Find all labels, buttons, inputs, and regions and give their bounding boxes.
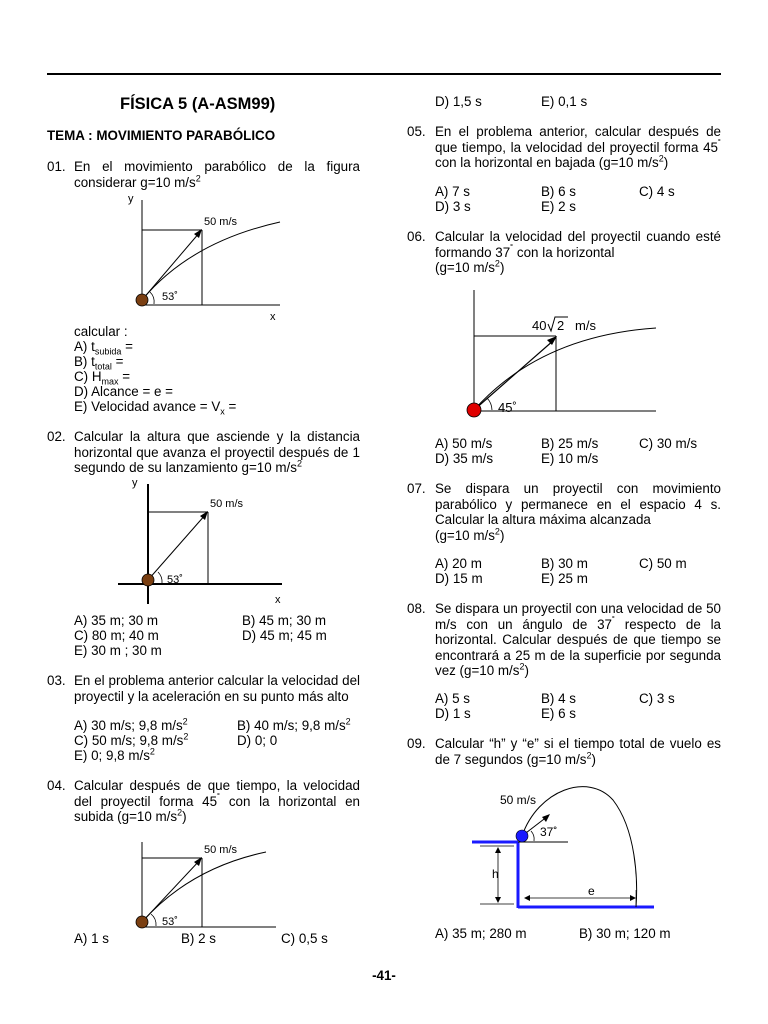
problem-03-number: 03. [47, 673, 66, 688]
problem-05-option-c: C) 4 s [639, 184, 675, 199]
problem-04-option-a: A) 1 s [74, 931, 109, 946]
problem-01-item-c: C) $H_{max}$ = [74, 369, 131, 387]
problem-08-option-b: B) 4 s [541, 691, 576, 706]
problem-02-option-a: A) 35 m; 30 m [74, 613, 159, 628]
problem-04-option-d: D) 1,5 s [435, 94, 482, 109]
problem-02-text: Calcular la altura que asciende y la distancia horizontal que avanza el proyectil después de 1 segundo de su lanzamiento g=10 $m/s^2$ [74, 429, 360, 475]
page-title: FÍSICA 5 (A-ASM99) [120, 95, 276, 113]
problem-04-option-e: E) 0,1 s [541, 94, 588, 109]
problem-07-text: Se dispara un proyectil con movimiento parabólico y permanece en el espacio 4 s. Calcular la altura máxima alcanzada (g=10 $m/s^2$) [435, 481, 721, 543]
problem-07-option-c: C) 50 m [639, 556, 687, 571]
problem-05-text: En el problema anterior, calcular después de que tiempo, la velocidad del proyectil forma 45˚ con la horizontal en bajada (g=10 $m/s^2$) [435, 124, 721, 170]
distance-label: e [588, 884, 595, 898]
problem-01-item-a: A) $t_{subida}$ = [74, 339, 133, 357]
problem-09-figure [468, 780, 668, 915]
problem-02-option-b: B) 45 m; 30 m [242, 613, 327, 628]
page-number: -41- [372, 968, 396, 983]
y-axis-label: y [132, 477, 138, 489]
problem-09-text: Calcular “h” y “e” si el tiempo total de vuelo es de 7 segundos (g=10 $m/s^2$) [435, 736, 721, 767]
problem-04-option-b: B) 2 s [181, 931, 216, 946]
problem-03-option-c: C) 50 m/s; 9,8 $m/s^2$ [74, 731, 189, 748]
x-axis-label: x [270, 311, 276, 323]
problem-08-option-d: D) 1 s [435, 706, 471, 721]
top-rule [47, 73, 721, 75]
problem-05-option-d: D) 3 s [435, 199, 471, 214]
problem-05-option-e: E) 2 s [541, 199, 576, 214]
problem-06-option-e: E) 10 m/s [541, 451, 599, 466]
problem-06-option-c: C) 30 m/s [639, 436, 698, 451]
problem-06-option-b: B) 25 m/s [541, 436, 599, 451]
x-axis-label: x [275, 594, 281, 606]
problem-05-number: 05. [407, 124, 426, 139]
problem-07-option-a: A) 20 m [435, 556, 482, 571]
problem-07-option-e: E) 25 m [541, 571, 588, 586]
velocity-coefficient: 40 [532, 318, 547, 333]
problem-02-option-c: C) 80 m; 40 m [74, 628, 159, 643]
velocity-root: 2 [557, 318, 565, 333]
problem-08-option-c: C) 3 s [639, 691, 675, 706]
problem-02-option-d: D) 45 m; 45 m [242, 628, 327, 643]
problem-03-option-b: B) 40 m/s; 9,8 $m/s^2$ [237, 716, 351, 733]
problem-07-option-d: D) 15 m [435, 571, 483, 586]
problem-06-figure [460, 288, 660, 428]
angle-label: 53˚ [162, 916, 178, 928]
calcular-label: calcular : [74, 324, 128, 339]
problem-04-option-c: C) 0,5 s [281, 931, 328, 946]
angle-label: 53˚ [162, 291, 178, 303]
y-axis-label: y [128, 193, 134, 205]
problem-02-option-e: E) 30 m ; 30 m [74, 643, 162, 658]
velocity-label: 50 m/s [204, 844, 238, 856]
problem-06-text: Calcular la velocidad del proyectil cuando esté formando 37˚ con la horizontal (g=10 $m/s^2$) [435, 229, 721, 275]
problem-09-number: 09. [407, 736, 426, 751]
problem-01-item-d: D) Alcance = e = [74, 384, 173, 399]
problem-09-option-b: B) 30 m; 120 m [579, 926, 671, 941]
velocity-label: 50 m/s [210, 498, 244, 510]
problem-01-number: 01. [47, 159, 66, 174]
problem-03-option-e: E) 0; 9,8 $m/s^2$ [74, 746, 155, 763]
velocity-label: 50 m/s [500, 793, 537, 807]
problem-02-figure [110, 476, 290, 606]
problem-06-option-a: A) 50 m/s [435, 436, 493, 451]
problem-08-option-e: E) 6 s [541, 706, 576, 721]
problem-09-option-a: A) 35 m; 280 m [435, 926, 527, 941]
problem-06-number: 06. [407, 229, 426, 244]
problem-04-number: 04. [47, 778, 66, 793]
problem-07-option-b: B) 30 m [541, 556, 588, 571]
problem-04-text: Calcular después de que tiempo, la velocidad del proyectil forma 45˚ con la horizontal en subida (g=10 $m/s^2$) [74, 778, 360, 824]
problem-06-option-d: D) 35 m/s [435, 451, 494, 466]
velocity-label: 50 m/s [204, 216, 238, 228]
problem-03-text: En el problema anterior calcular la velocidad del proyectil y la aceleración en su punto más alto [74, 673, 360, 704]
problem-01-figure [120, 192, 290, 327]
problem-01-text: En el movimiento parabólico de la figura considerar g=10 $m/s^2$ [74, 159, 360, 190]
problem-01-item-e: E) Velocidad avance = $V_x$ = [74, 399, 237, 417]
problem-05-option-b: B) 6 s [541, 184, 576, 199]
problem-03-option-a: A) 30 m/s; 9,8 $m/s^2$ [74, 716, 188, 733]
angle-label: 53˚ [167, 574, 183, 586]
height-label: h [492, 867, 499, 881]
problem-05-option-a: A) 7 s [435, 184, 470, 199]
problem-01-item-b: B) $t_{total}$ = [74, 354, 124, 372]
problem-08-option-a: A) 5 s [435, 691, 470, 706]
problem-02-number: 02. [47, 429, 66, 444]
problem-07-number: 07. [407, 481, 426, 496]
problem-08-text: Se dispara un proyectil con una velocidad de 50 m/s con un ángulo de 37˚ respecto de la horizontal. Calcular después de que tiempo se encontrará a 25 m de la superficie por segunda vez (g=10 $m/s^2$) [435, 601, 721, 678]
velocity-unit: m/s [575, 318, 596, 333]
section-topic: TEMA : MOVIMIENTO PARABÓLICO [47, 128, 276, 143]
problem-03-option-d: D) 0; 0 [237, 733, 278, 748]
angle-label: 45˚ [498, 400, 517, 415]
angle-label: 37˚ [540, 825, 558, 839]
problem-04-figure [120, 838, 280, 933]
problem-08-number: 08. [407, 601, 426, 616]
